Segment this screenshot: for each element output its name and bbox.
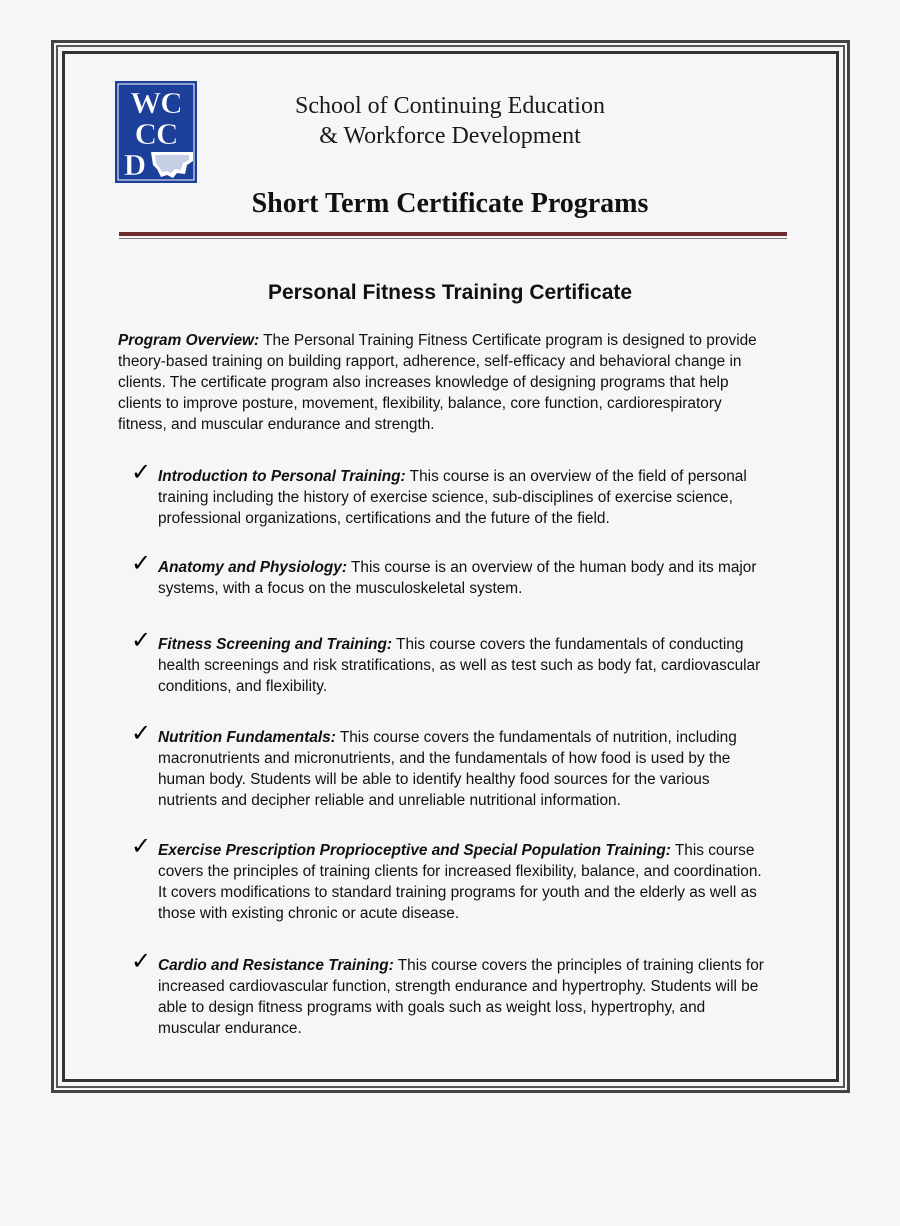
course-text: This course covers the principles of training clients for increased flexibility, balance, and coordination. It covers modifications to standard training programs for youth and the elderly as well as those with existing chronic or acute disease. (158, 842, 762, 922)
course-item (131, 947, 771, 1039)
course-text: This course covers the fundamentals of nutrition, including macronutrients and micronutrients, and the fundamentals of how food is used by the human body. Students will be able to identify healthy food sources for the various nutrients and decipher reliable and unreliable nutritional information. (158, 729, 737, 809)
checkmark-icon: ✓ (131, 832, 152, 860)
program-overview-text: The Personal Training Fitness Certificate program is designed to provide theory-based training on building rapport, adherence, self-efficacy and behavioral change in clients. The certificate program also increases knowledge of designing programs that help clients to improve posture, movement, flexibility, balance, core function, cardiorespiratory fitness, and muscular endurance and strength. (118, 332, 757, 433)
checkmark-icon: ✓ (131, 947, 152, 975)
course-item (131, 549, 771, 599)
course-description (158, 840, 771, 924)
course-label: Introduction to Personal Training: (158, 468, 406, 485)
course-text: This course is an overview of the field of personal training including the history of exercise science, sub-disciplines of exercise science, professional organizations, certifications and the future of the field. (158, 468, 747, 527)
course-text: This course covers the principles of training clients for increased cardiovascular function, strength endurance and hypertrophy. Students will be able to design fitness programs with goals such as weight loss, hypertrophy, and muscular endurance. (158, 957, 764, 1037)
checkmark-icon: ✓ (131, 549, 152, 577)
title-divider-thin (119, 238, 787, 239)
school-name (230, 91, 670, 151)
certificate-title: Personal Fitness Training Certificate (267, 281, 633, 304)
checkmark-icon: ✓ (131, 626, 152, 654)
course-description (158, 634, 771, 697)
course-item (131, 832, 771, 924)
course-item (131, 458, 771, 529)
checkmark-icon: ✓ (131, 719, 152, 747)
page-title: Short Term Certificate Programs (251, 188, 649, 219)
course-label: Anatomy and Physiology: (158, 559, 347, 576)
course-label: Cardio and Resistance Training: (158, 957, 394, 974)
course-label: Exercise Prescription Proprioceptive and Special Population Training: (158, 842, 671, 859)
course-description (158, 727, 771, 811)
wcccd-logo (115, 81, 197, 183)
school-name-line1: School of Continuing Education (295, 93, 605, 119)
course-description (158, 466, 771, 529)
course-item (131, 626, 771, 697)
course-description (158, 557, 771, 599)
program-overview-label: Program Overview: (118, 332, 260, 349)
course-item (131, 719, 771, 811)
svg-text:D: D (123, 147, 147, 182)
course-text: This course covers the fundamentals of conducting health screenings and risk stratifications, as well as test such as body fat, cardiovascular conditions, and flexibility. (158, 636, 761, 695)
program-overview (118, 330, 768, 435)
course-text: This course is an overview of the human body and its major systems, with a focus on the musculoskeletal system. (158, 559, 757, 597)
svg-text:CC: CC (134, 116, 178, 151)
course-label: Nutrition Fundamentals: (158, 729, 336, 746)
course-description (158, 955, 771, 1039)
course-label: Fitness Screening and Training: (158, 636, 393, 653)
svg-text:WC: WC (130, 85, 182, 120)
title-divider (119, 232, 787, 236)
school-name-line2: & Workforce Development (319, 123, 581, 149)
checkmark-icon: ✓ (131, 458, 152, 486)
